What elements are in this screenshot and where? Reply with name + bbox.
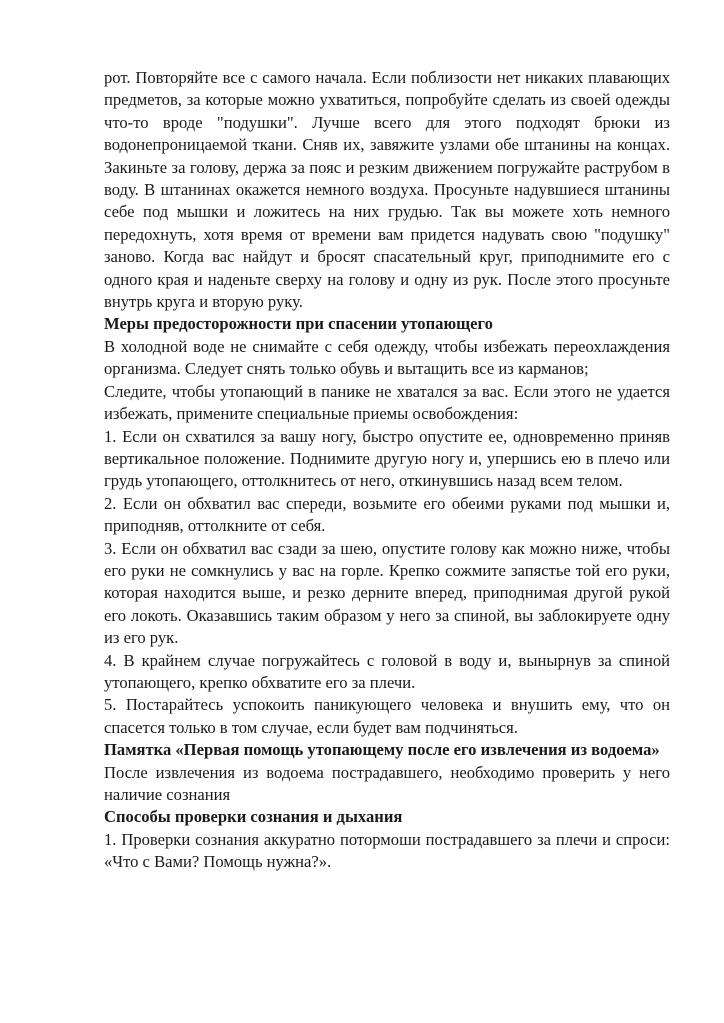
paragraph-pillow-instructions: рот. Повторяйте все с самого начала. Если поблизости нет никаких плавающих предметов, за которые можно ухватиться, попробуйте сделать из своей одежды что-то вроде "подушки". Лучше всего для этого подходят брюки из водонепроницаемой ткани. Сняв их, завяжите узлами обе штанины на концах. Закиньте за голову, держа за пояс и резким движением погружайте раструбом в воду. В штанинах окажется немного воздуха. Просуньте надувшиеся штанины себе под мышки и ложитесь на них грудью. Так вы можете хоть немного передохнуть, хотя время от времени вам придется надувать свою "подушку" заново. Когда вас найдут и бросят спасательный круг, приподнимите его с одного края и наденьте сверху на голову и одну из рук. После этого просуньте внутрь круга и вторую руку. bbox=[104, 68, 670, 312]
paragraph-cold-water: В холодной воде не снимайте с себя одежду, чтобы избежать переохлаждения организма. Следует снять только обувь и вытащить все из карманов; bbox=[104, 336, 670, 379]
document-page bbox=[104, 67, 670, 874]
list-item-4: 4. В крайнем случае погружайтесь с головой в воду и, вынырнув за спиной утопающего, крепко обхватите его за плечи. bbox=[104, 650, 670, 692]
list-item-1: 1. Если он схватился за вашу ногу, быстро опустите ее, одновременно приняв вертикальное положение. Поднимите другую ногу и, упершись ею в плечо или грудь утопающего, оттолкнитесь от него, откинувшись назад всем телом. bbox=[104, 426, 670, 491]
list-item-3: 3. Если он обхватил вас сзади за шею, опустите голову как можно ниже, чтобы его руки не сомкнулись у вас на горле. Крепко сожмите запястье той его руки, которая находится выше, и резко дерните вперед, приподнимая другой рукой его локоть. Оказавшись таким образом у него за спиной, вы заблокируете одну из его рук. bbox=[104, 538, 670, 648]
list-item-2: 2. Если он обхватил вас спереди, возьмите его обеими руками под мышки и, приподняв, оттолкните от себя. bbox=[104, 493, 670, 536]
paragraph-check-consciousness: После извлечения из водоема пострадавшего, необходимо проверить у него наличие сознания bbox=[104, 762, 670, 804]
paragraph-panic-warning: Следите, чтобы утопающий в панике не хватался за вас. Если этого не удается избежать, примените специальные приемы освобождения: bbox=[104, 381, 670, 424]
heading-first-aid-memo: Памятка «Первая помощь утопающему после его извлечения из водоема» bbox=[104, 740, 660, 760]
list-item-5: 5. Постарайтесь успокоить паникующего человека и внушить ему, что он спасется только в том случае, если будет вам подчиняться. bbox=[104, 695, 670, 737]
paragraph-check-step-1: 1. Проверки сознания аккуратно потормоши пострадавшего за плечи и спроси: «Что с Вами? Помощь нужна?». bbox=[104, 829, 670, 872]
heading-check-methods: Способы проверки сознания и дыхания bbox=[104, 807, 403, 827]
heading-rescue-precautions: Меры предосторожности при спасении утопающего bbox=[104, 314, 493, 334]
